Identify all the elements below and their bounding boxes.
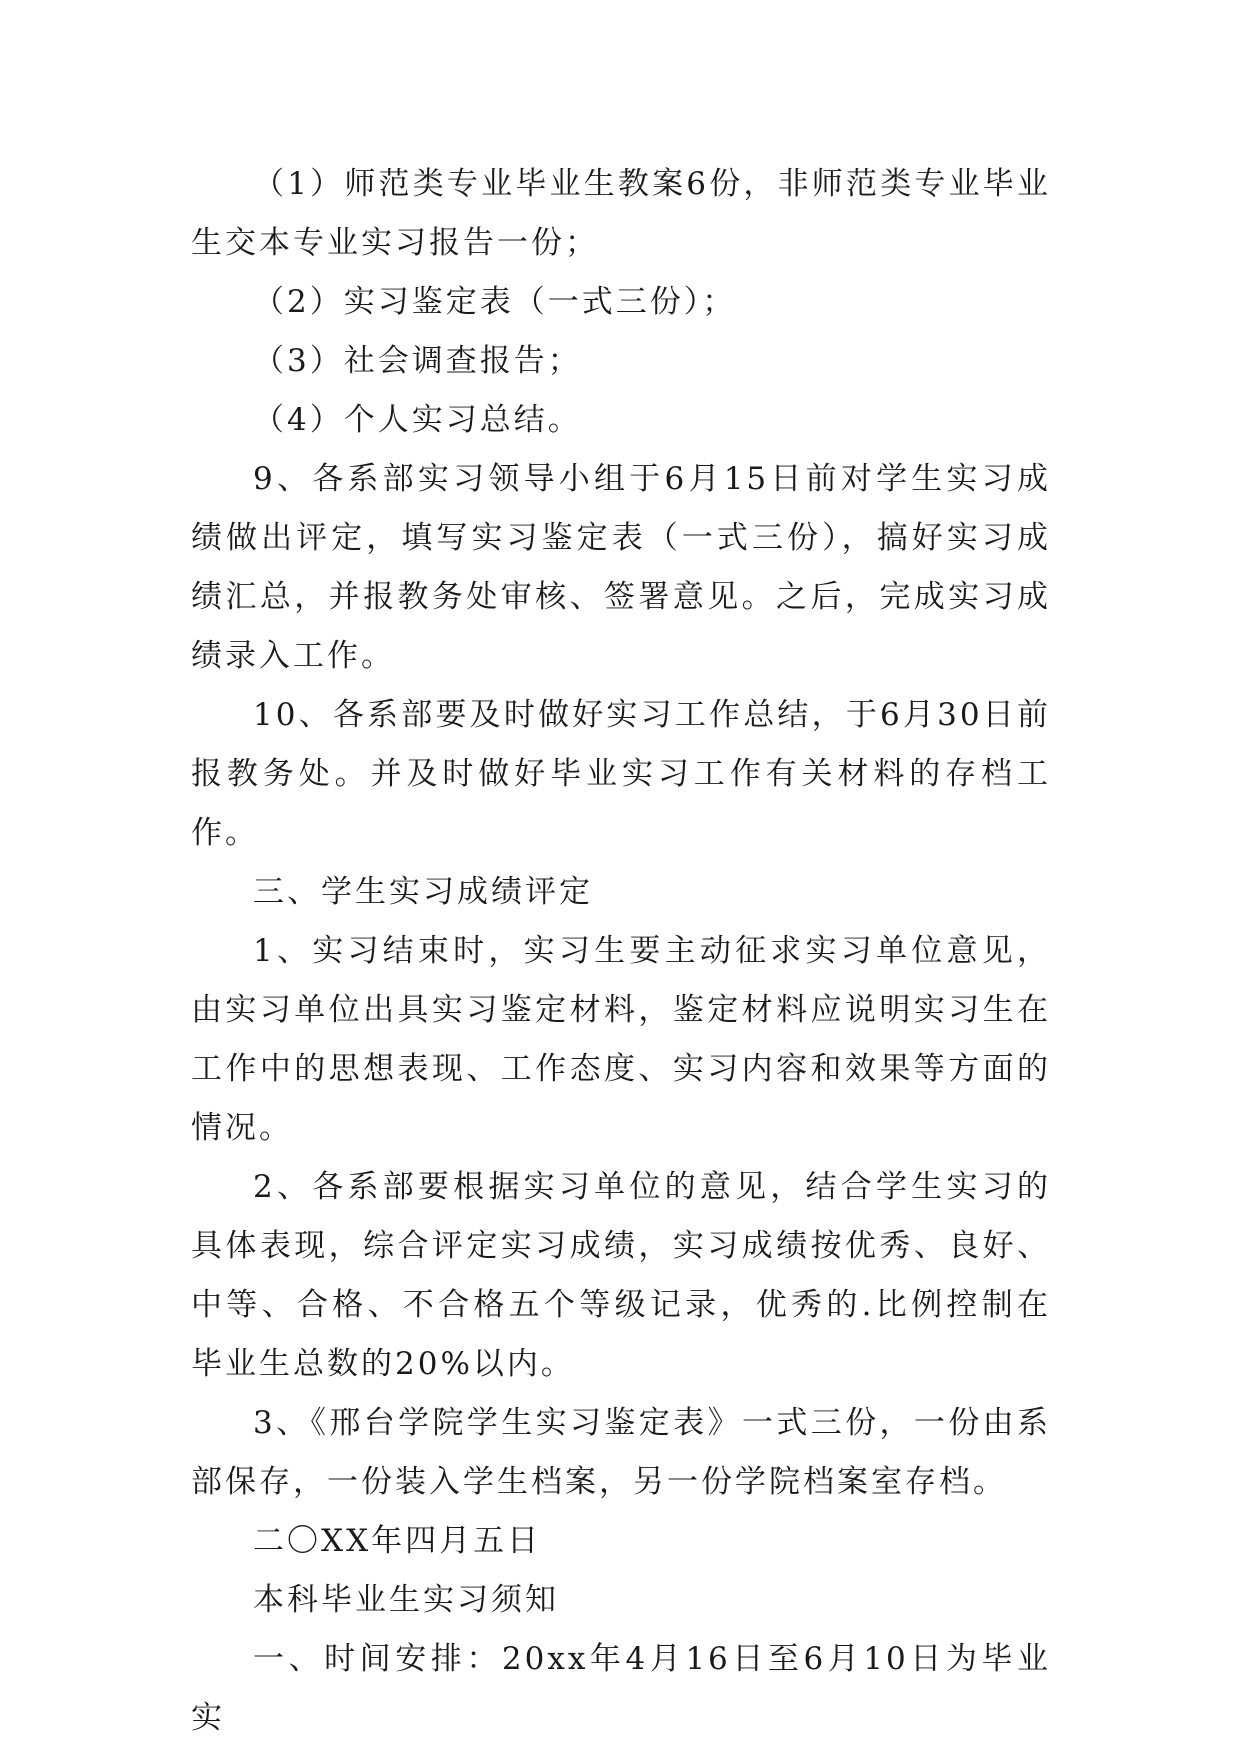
paragraph-materials-2: （2）实习鉴定表（一式三份）； [253, 284, 737, 320]
paragraph-evaluation-3: 3、《邢台学院学生实习鉴定表》一式三份，一份由系部保存，一份装入学生档案，另一份学院档案室存档。 [191, 1405, 1051, 1500]
paragraph-time-arrangement: 一、时间安排：20xx年4月16日至6月10日为毕业实 [191, 1641, 1051, 1736]
paragraph-item-9: 9、各系部实习领导小组于6月15日前对学生实习成绩做出评定，填写实习鉴定表（一式三份），搞好实习成绩汇总，并报教务处审核、签署意见。之后，完成实习成绩录入工作。 [191, 461, 1051, 674]
document-date: 二〇XX年四月五日 [253, 1523, 542, 1559]
paragraph-materials-1: （1）师范类专业毕业生教案6份，非师范类专业毕业生交本专业实习报告一份； [191, 166, 1051, 261]
paragraph-evaluation-1: 1、实习结束时，实习生要主动征求实习单位意见，由实习单位出具实习鉴定材料，鉴定材料应说明实习生在工作中的思想表现、工作态度、实习内容和效果等方面的情况。 [191, 933, 1051, 1146]
document-body [191, 155, 1051, 1748]
notice-title: 本科毕业生实习须知 [253, 1582, 559, 1618]
paragraph-materials-4: （4）个人实习总结。 [253, 402, 582, 438]
section-heading-evaluation: 三、学生实习成绩评定 [253, 874, 593, 910]
paragraph-evaluation-2: 2、各系部要根据实习单位的意见，结合学生实习的具体表现，综合评定实习成绩，实习成绩按优秀、良好、中等、合格、不合格五个等级记录，优秀的.比例控制在毕业生总数的20%以内。 [191, 1169, 1051, 1382]
paragraph-materials-3: （3）社会调查报告； [253, 343, 582, 379]
paragraph-item-10: 10、各系部要及时做好实习工作总结，于6月30日前报教务处。并及时做好毕业实习工作有关材料的存档工作。 [191, 697, 1051, 851]
